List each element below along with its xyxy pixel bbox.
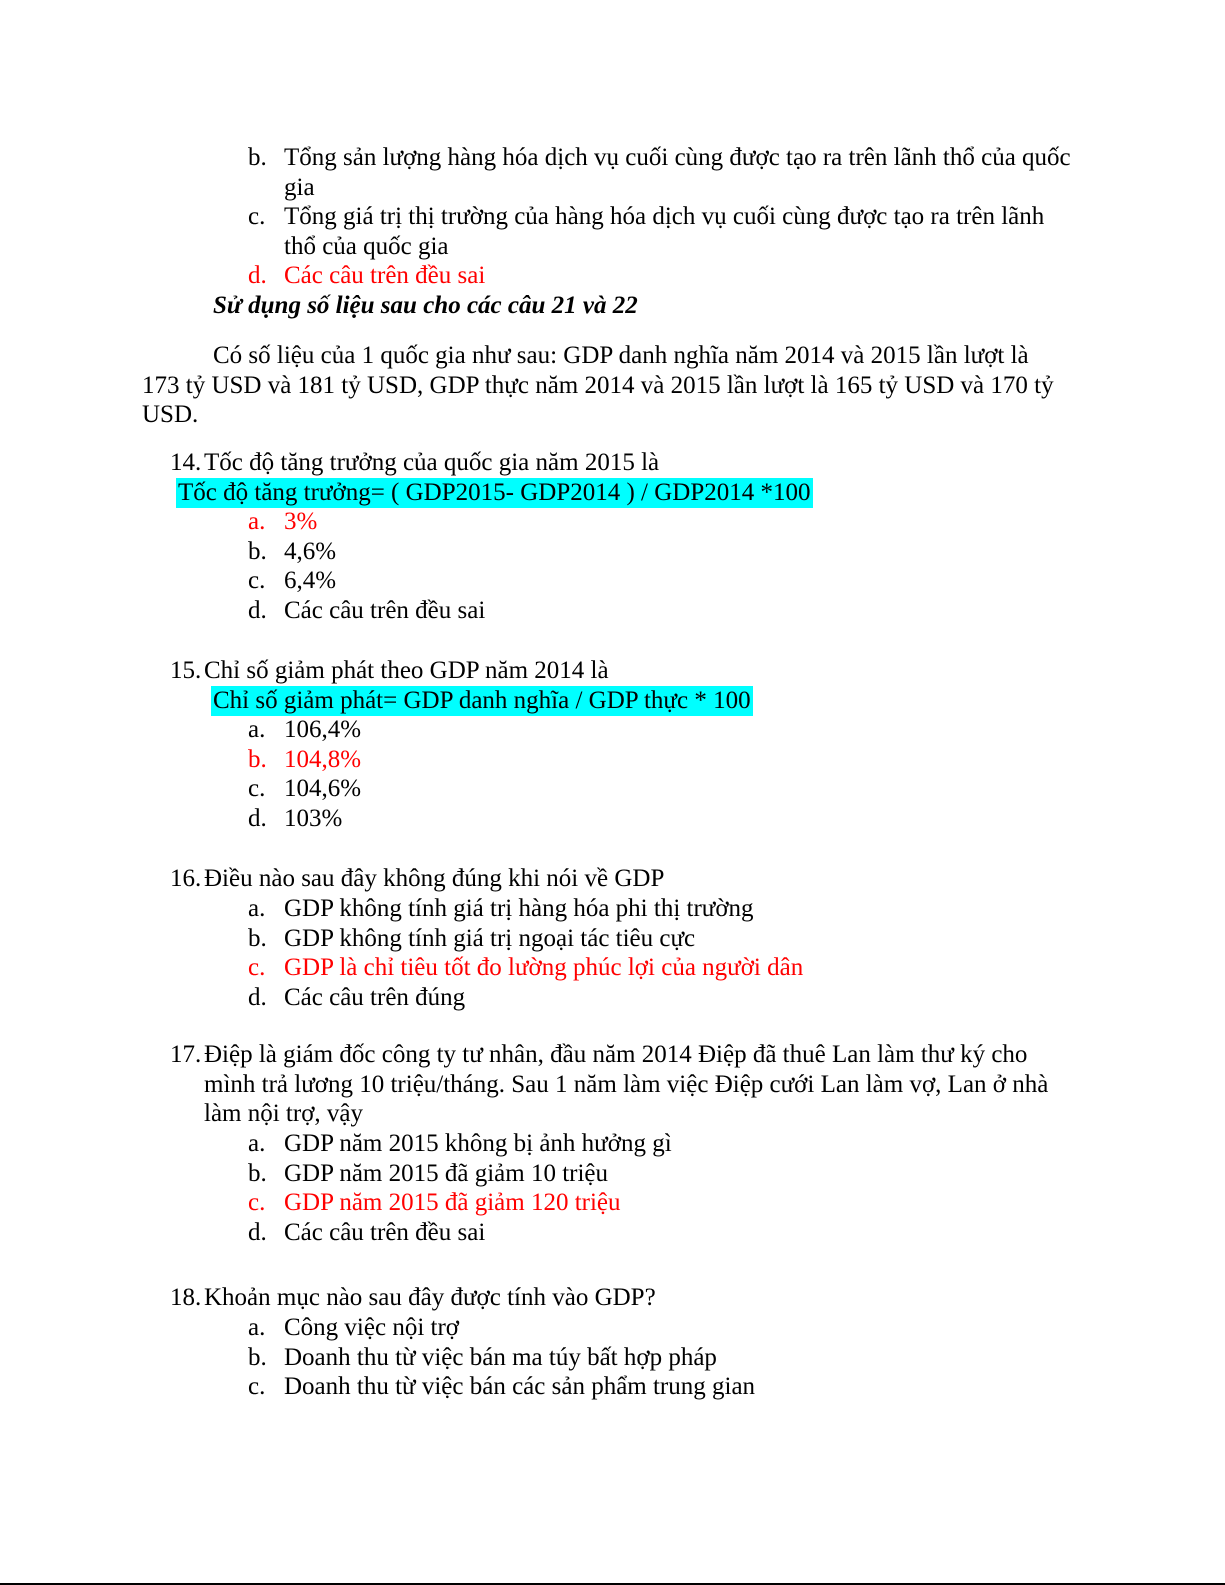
- options-14: [248, 507, 1078, 625]
- question-number: 18.: [170, 1284, 202, 1311]
- question-number: 17.: [170, 1041, 202, 1068]
- option: [248, 715, 1078, 745]
- option: [248, 804, 1078, 834]
- option: [248, 983, 1078, 1013]
- option-letter: b.: [248, 1159, 267, 1187]
- option-letter: a.: [248, 1130, 266, 1157]
- option-letter: b.: [248, 1343, 267, 1371]
- question-text: Tốc độ tăng trưởng của quốc gia năm 2015 là: [204, 449, 660, 476]
- option: [248, 1218, 1078, 1248]
- question-17: [170, 1040, 1065, 1129]
- option-text: Doanh thu từ việc bán ma túy bất hợp pháp: [284, 1343, 717, 1371]
- option-correct: [248, 1188, 1078, 1218]
- option: [248, 202, 1078, 261]
- option-text: 4,6%: [284, 537, 337, 565]
- question-number: 15.: [170, 657, 202, 684]
- option-letter: c.: [248, 775, 266, 802]
- option-letter: a.: [248, 1314, 266, 1341]
- option-letter: c.: [248, 954, 266, 981]
- option: [248, 1129, 1078, 1159]
- question-text: Chỉ số giảm phát theo GDP năm 2014 là: [204, 657, 609, 684]
- option-text: 104,6%: [284, 775, 362, 802]
- prev-question-options: [248, 143, 1078, 291]
- option-text: GDP không tính giá trị hàng hóa phi thị trường: [284, 895, 754, 922]
- formula-highlight: Tốc độ tăng trưởng= ( GDP2015- GDP2014 ) / GDP2014 *100: [178, 479, 811, 506]
- option-letter: a.: [248, 508, 266, 535]
- option-correct: [248, 745, 1078, 775]
- question-text: Điệp là giám đốc công ty tư nhân, đầu năm 2014 Điệp đã thuê Lan làm thư ký cho mình trả lương 10 triệu/tháng. Sau 1 năm làm việc Điệp cưới Lan làm vợ, Lan ở nhà làm nội trợ, vậy: [204, 1041, 1049, 1127]
- option-letter: a.: [248, 716, 266, 743]
- option: [248, 566, 1078, 596]
- question-number: 16.: [170, 865, 202, 892]
- option-letter: b.: [248, 537, 267, 565]
- option-text: GDP năm 2015 đã giảm 10 triệu: [284, 1159, 609, 1187]
- option-text: 104,8%: [284, 745, 362, 773]
- option-letter: d.: [248, 262, 267, 289]
- option: [248, 537, 1078, 567]
- option-text: GDP không tính giá trị ngoại tác tiêu cực: [284, 924, 696, 952]
- option-text: Tổng giá trị thị trường của hàng hóa dịch vụ cuối cùng được tạo ra trên lãnh thổ của quốc gia: [284, 203, 1045, 260]
- option: [248, 596, 1078, 626]
- option-text: 3%: [284, 508, 318, 535]
- option: [248, 1343, 1078, 1373]
- option-text: Các câu trên đều sai: [284, 262, 486, 289]
- options-16: [248, 894, 1078, 1012]
- option-text: GDP là chỉ tiêu tốt đo lường phúc lợi của người dân: [284, 954, 804, 981]
- option-letter: b.: [248, 144, 267, 171]
- option-letter: d.: [248, 1218, 267, 1246]
- option-letter: c.: [248, 1373, 266, 1400]
- option-letter: c.: [248, 567, 266, 594]
- question-15: [170, 656, 1070, 686]
- option-text: 6,4%: [284, 567, 337, 594]
- intro-paragraph: Có số liệu của 1 quốc gia như sau: GDP danh nghĩa năm 2014 và 2015 lần lượt là 173 tỷ USD và 181 tỷ USD, GDP thực năm 2014 và 2015 lần lượt là 165 tỷ USD và 170 tỷ USD.: [142, 342, 1054, 428]
- options-18: [248, 1313, 1078, 1402]
- option-letter: a.: [248, 895, 266, 922]
- question-18: [170, 1283, 1070, 1313]
- option-letter: d.: [248, 804, 267, 832]
- option: [248, 1372, 1078, 1402]
- formula-14: [176, 478, 813, 508]
- formula-15: [211, 686, 753, 716]
- question-16: [170, 864, 1070, 894]
- options-15: [248, 715, 1078, 833]
- option-text: GDP năm 2015 đã giảm 120 triệu: [284, 1189, 621, 1216]
- formula-highlight: Chỉ số giảm phát= GDP danh nghĩa / GDP thực * 100: [213, 687, 751, 714]
- option: [248, 774, 1078, 804]
- option-letter: c.: [248, 203, 266, 230]
- option: [248, 894, 1078, 924]
- option-text: Tổng sản lượng hàng hóa dịch vụ cuối cùng được tạo ra trên lãnh thổ của quốc gia: [284, 144, 1071, 201]
- question-text: Khoản mục nào sau đây được tính vào GDP?: [204, 1284, 656, 1311]
- option-correct: [248, 953, 1078, 983]
- section-heading: Sử dụng số liệu sau cho các câu 21 và 22: [213, 292, 638, 319]
- option: [248, 1313, 1078, 1343]
- option: [248, 143, 1078, 202]
- option: [248, 1159, 1078, 1189]
- option-text: 106,4%: [284, 716, 362, 743]
- option-letter: d.: [248, 983, 267, 1011]
- options-17: [248, 1129, 1078, 1247]
- option-letter: b.: [248, 745, 267, 773]
- option-letter: d.: [248, 596, 267, 624]
- option: [248, 924, 1078, 954]
- question-14: [170, 448, 1070, 478]
- option-letter: c.: [248, 1189, 266, 1216]
- question-text: Điều nào sau đây không đúng khi nói về GDP: [204, 865, 665, 892]
- option-text: 103%: [284, 804, 343, 832]
- option-text: Doanh thu từ việc bán các sản phẩm trung gian: [284, 1373, 756, 1400]
- option-correct: [248, 261, 1078, 291]
- option-letter: b.: [248, 924, 267, 952]
- option-text: Các câu trên đều sai: [284, 596, 486, 624]
- option-text: Các câu trên đúng: [284, 983, 466, 1011]
- option-text: Công việc nội trợ: [284, 1314, 459, 1341]
- question-number: 14.: [170, 449, 202, 476]
- option-text: Các câu trên đều sai: [284, 1218, 486, 1246]
- option-correct: [248, 507, 1078, 537]
- option-text: GDP năm 2015 không bị ảnh hưởng gì: [284, 1130, 672, 1157]
